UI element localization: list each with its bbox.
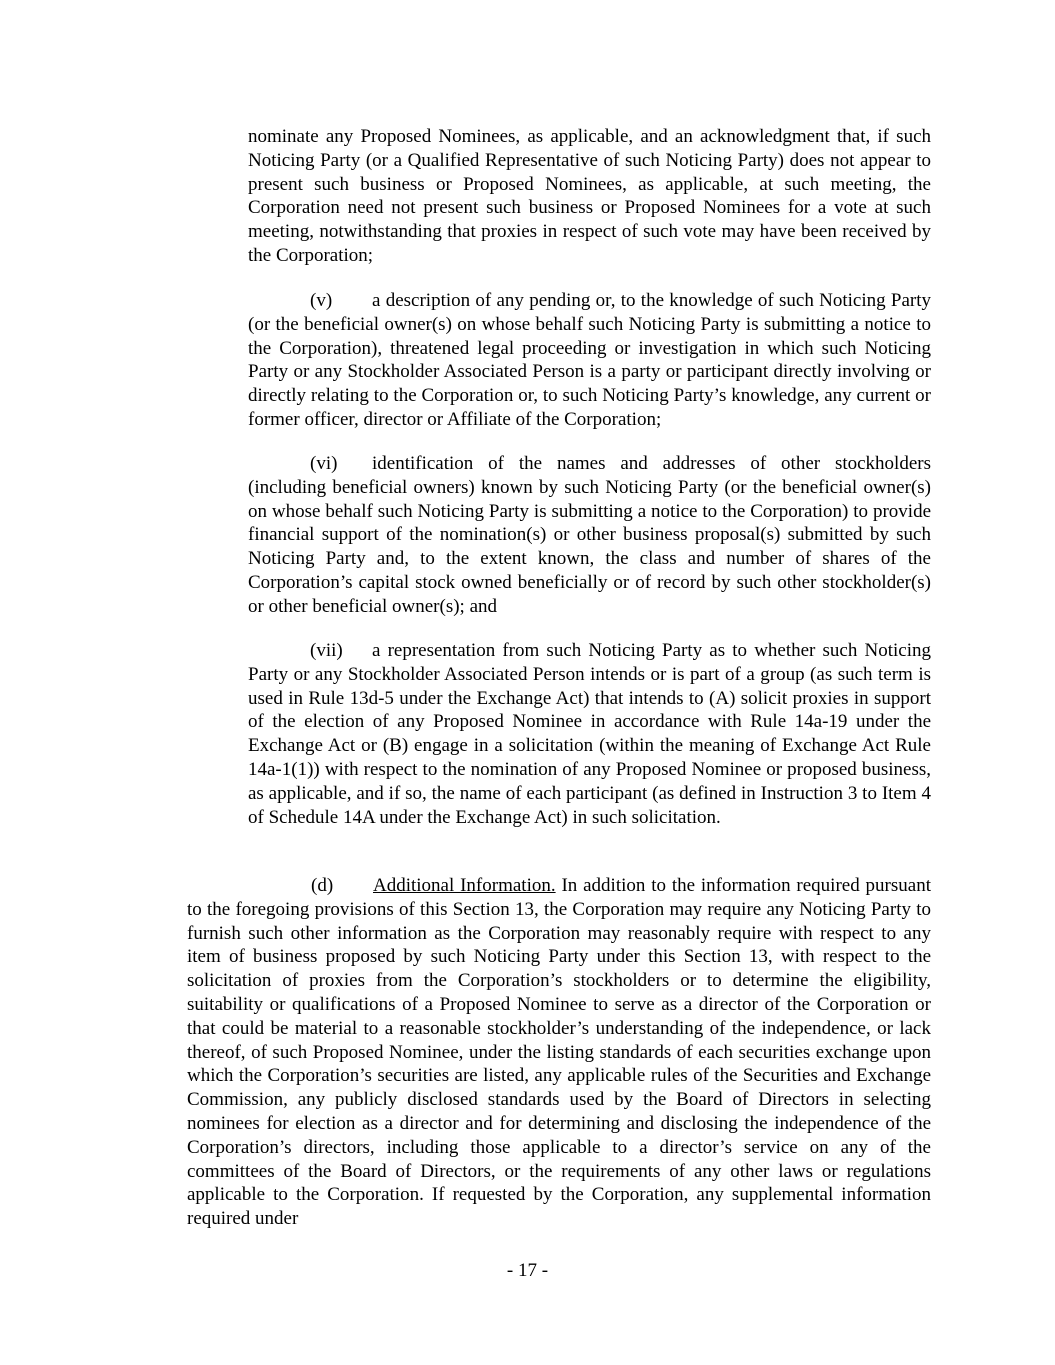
- paragraph-vi: [248, 452, 931, 619]
- paragraph-d: [187, 874, 931, 1231]
- paragraph-vii-text: a representation from such Noticing Party as to whether such Noticing Party or any Stockholder Associated Person intends or is part of a group (as such term is used in Rule 13d-5 under the Exchange Act) that intends to (A) solicit proxies in support of the election of any Proposed Nominee in accordance with Rule 14a-19 under the Exchange Act or (B) engage in a solicitation (within the meaning of Exchange Act Rule 14a-1(1)) with respect to the nomination of any Proposed Nominee or proposed business, as applicable, and if so, the name of each participant (as defined in Instruction 3 to Item 4 of Schedule 14A under the Exchange Act) in such solicitation.: [248, 640, 931, 828]
- paragraph-vii: [248, 639, 931, 829]
- paragraph-v-text: a description of any pending or, to the knowledge of such Noticing Party (or the beneficial owner(s) on whose behalf such Noticing Party is submitting a notice to the Corporation), threatened legal proceeding or investigation in which such Noticing Party or any Stockholder Associated Person is a party or participant directly involving or directly relating to the Corporation or, to such Noticing Party’s knowledge, any current or former officer, director or Affiliate of the Corporation;: [248, 290, 931, 430]
- item-number-vii: (vii): [310, 640, 343, 661]
- paragraph-vi-text: identification of the names and addresses of other stockholders (including beneficial owners) known by such Noticing Party (or the beneficial owner(s) on whose behalf such Noticing Party is submitting a notice to the Corporation) to provide financial support of the nomination(s) or other business proposal(s) submitted by such Noticing Party and, to the extent known, the class and number of shares of the Corporation’s capital stock owned beneficially or of record by such other stockholder(s) or other beneficial owner(s); and: [248, 453, 931, 617]
- paragraph-d-text: In addition to the information required pursuant to the foregoing provisions of this Section 13, the Corporation may require any Noticing Party to furnish such other information as the Corporation may reasonably require with respect to any item of business proposed by such Noticing Party under this Section 13, with respect to the solicitation of proxies from the Corporation’s stockholders or to determine the eligibility, suitability or qualifications of a Proposed Nominee to serve as a director of the Corporation or that could be material to a reasonable stockholder’s understanding of the independence, or lack thereof, of such Proposed Nominee, under the listing standards of each securities exchange upon which the Corporation’s securities are listed, any applicable rules of the Securities and Exchange Commission, any publicly disclosed standards used by the Board of Directors in selecting nominees for election as a director and for determining and disclosing the independence of the Corporation’s directors, including those applicable to a director’s service on any of the committees of the Board of Directors, or the requirements of any other laws or regulations applicable to the Corporation. If requested by the Corporation, any supplemental information required under: [187, 875, 931, 1230]
- item-number-d: (d): [311, 875, 334, 896]
- paragraph-continuation: nominate any Proposed Nominees, as applicable, and an acknowledgment that, if such Noticing Party (or a Qualified Representative of such Noticing Party) does not appear to present such business or Proposed Nominees, as applicable, at such meeting, the Corporation need not present such business or Proposed Nominees for a vote at such meeting, notwithstanding that proxies in respect of such vote may have been received by the Corporation;: [248, 126, 931, 266]
- item-number-vi: (vi): [310, 453, 338, 474]
- section-heading-additional-information: Additional Information.: [373, 875, 556, 896]
- item-number-v: (v): [310, 290, 333, 311]
- page-number: - 17 -: [506, 1260, 549, 1281]
- paragraph-v: [248, 289, 931, 432]
